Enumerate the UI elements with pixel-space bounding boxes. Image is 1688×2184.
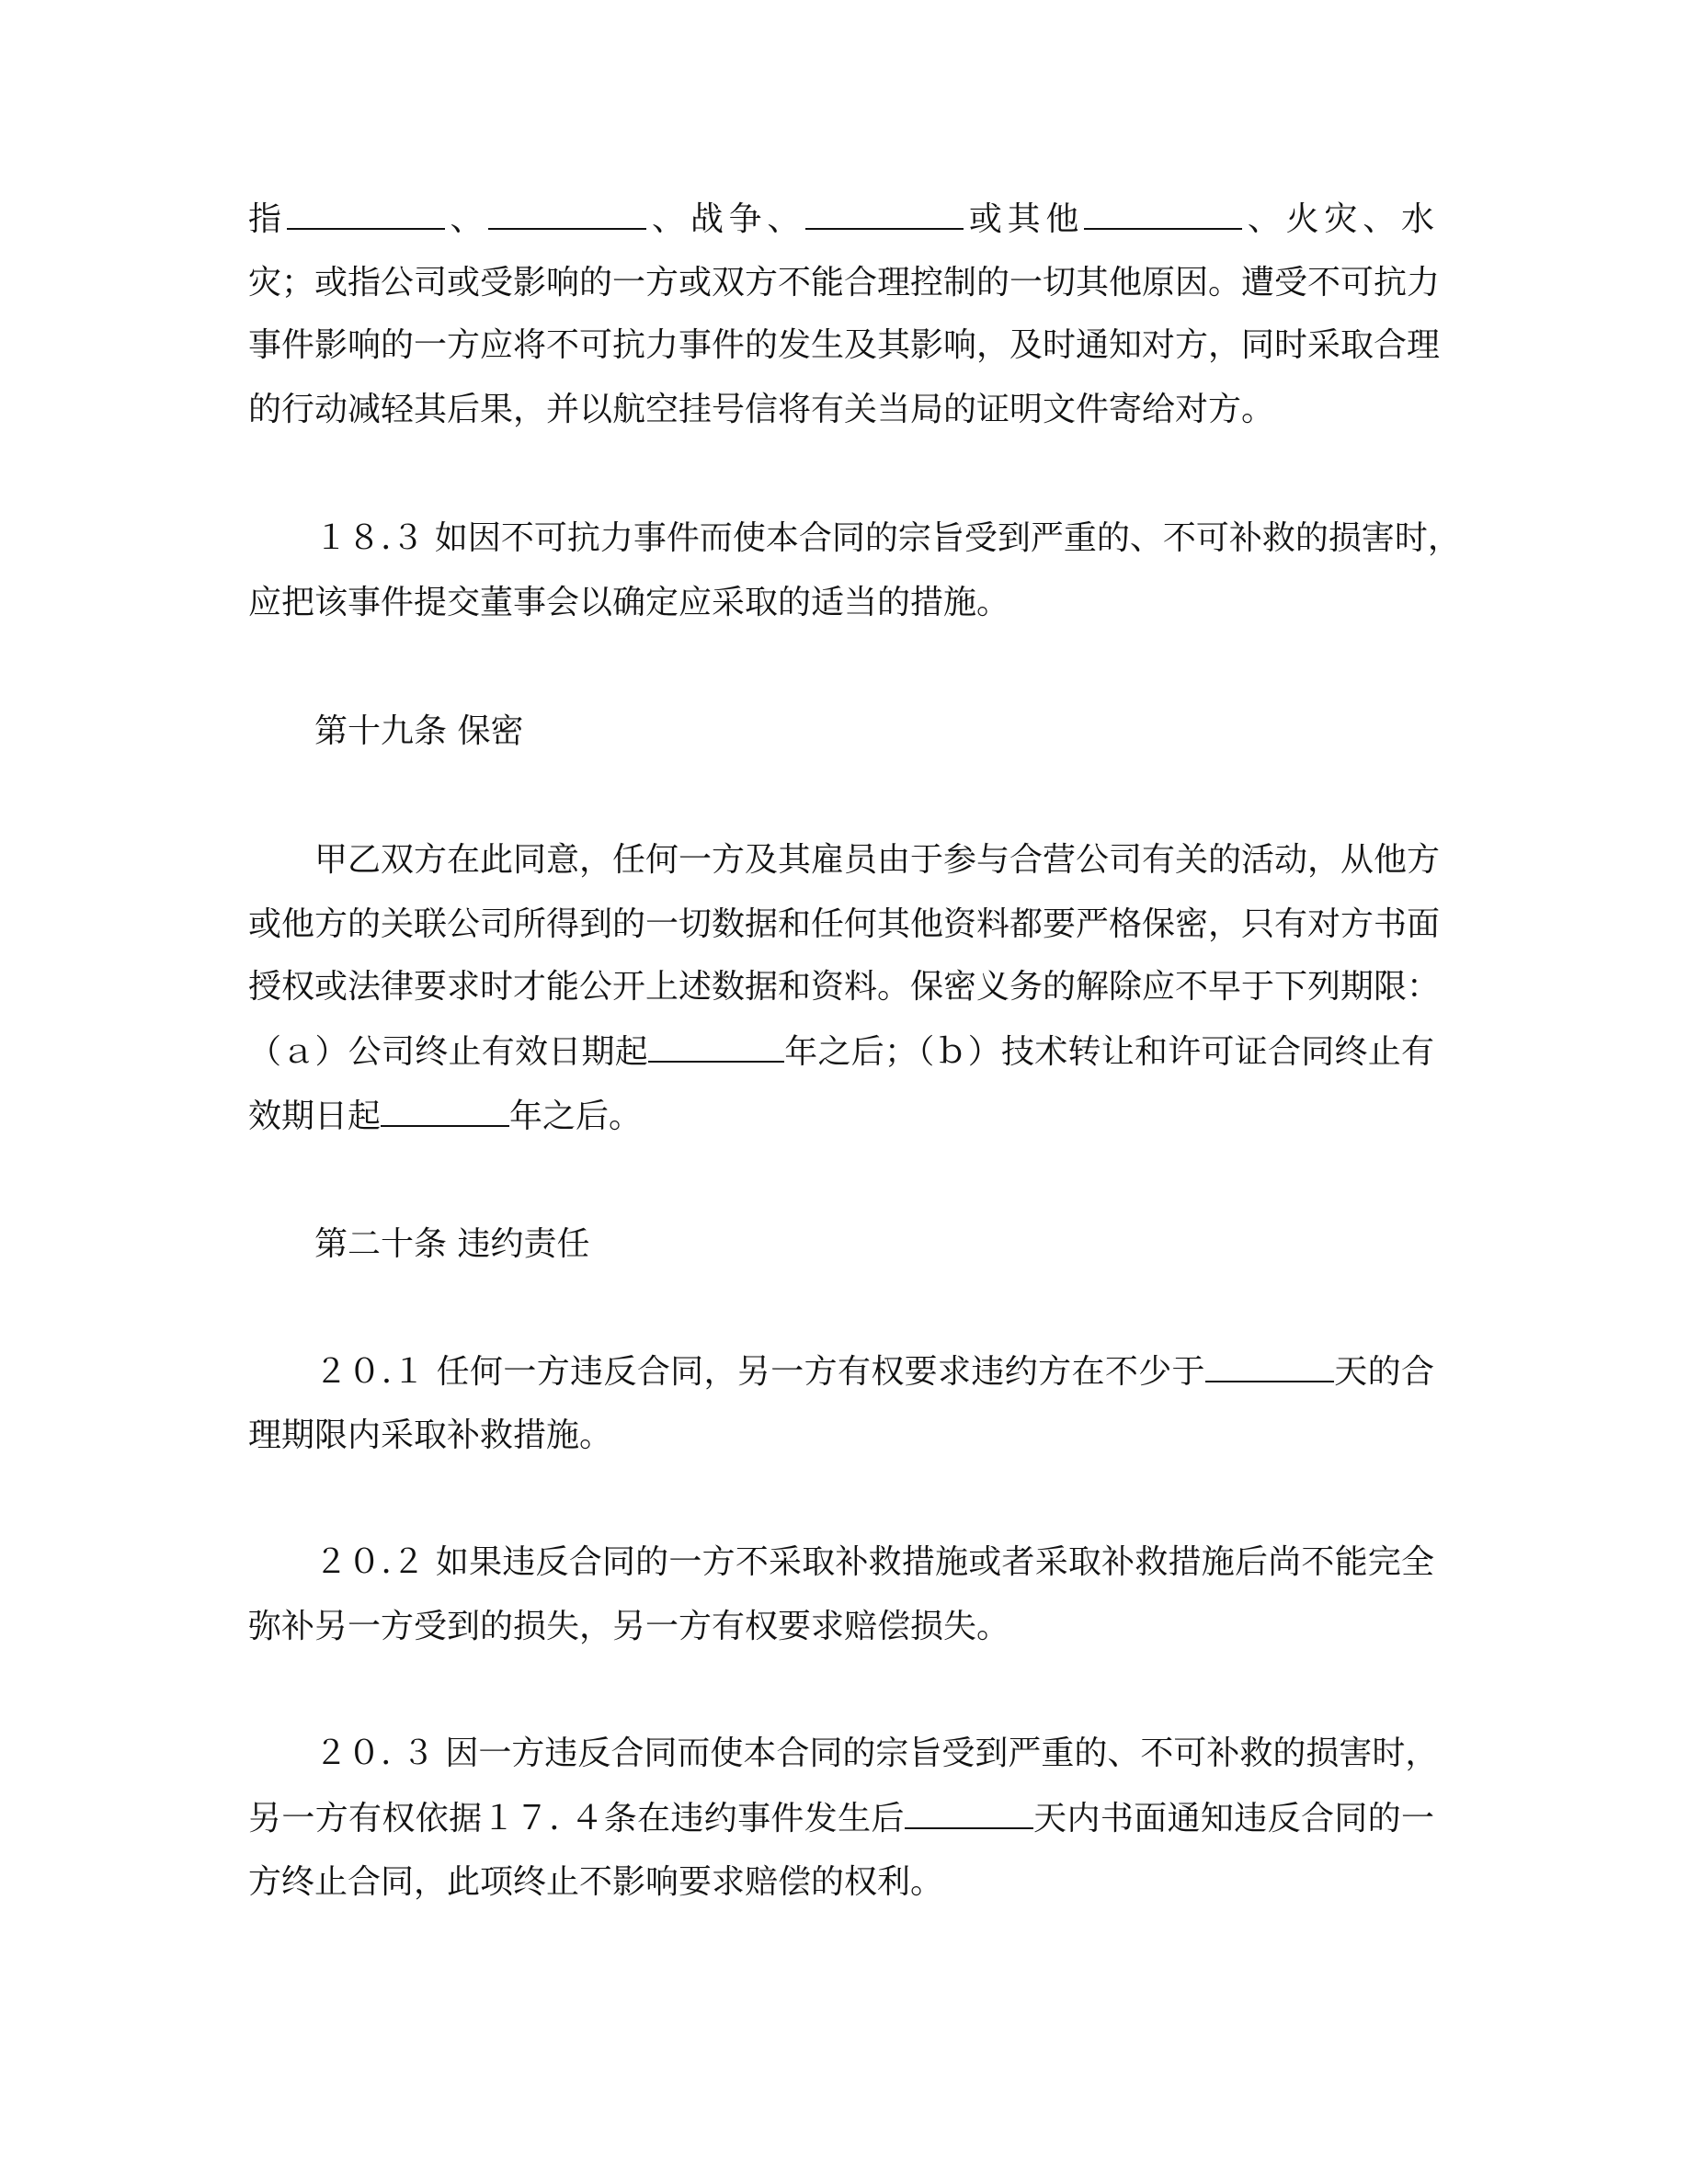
fill-blank [287, 197, 445, 230]
force-majeure-line-3: 事件影响的一方应将不可抗力事件的发生及其影响，及时通知对方，同时采取合理 [248, 326, 1441, 364]
text-segment: 天的合 [1333, 1353, 1434, 1391]
article-19-line-1: 甲乙双方在此同意，任何一方及其雇员由于参与合营公司有关的活动，从他方 [314, 841, 1441, 879]
article-19-heading: 第十九条 保密 [314, 712, 524, 750]
text-segment: 天内书面通知违反合同的一 [1032, 1800, 1434, 1837]
clause-18-3-line-1: １８.３ 如因不可抗力事件而使本合同的宗旨受到严重的、不可补救的损害时， [314, 519, 1461, 557]
clause-20-2-line-1: ２０.２ 如果违反合同的一方不采取补救措施或者采取补救措施后尚不能完全 [314, 1543, 1434, 1581]
clause-20-1-line-1 [314, 1349, 1434, 1393]
fill-blank [381, 1094, 509, 1127]
fill-blank [1084, 197, 1242, 230]
fill-blank [905, 1796, 1033, 1829]
article-19-line-4 [248, 1029, 1434, 1074]
clause-20-3-line-1: ２０. ３ 因一方违反合同而使本合同的宗旨受到严重的、不可补救的损害时， [314, 1735, 1439, 1772]
article-19-line-5 [248, 1094, 642, 1138]
clause-20-3-line-3: 方终止合同，此项终止不影响要求赔偿的权利。 [248, 1863, 944, 1901]
text-segment: 年之后。 [509, 1098, 643, 1135]
article-19-line-2: 或他方的关联公司所得到的一切数据和任何其他资料都要严格保密，只有对方书面 [248, 905, 1441, 943]
force-majeure-line-4: 的行动减轻其后果，并以航空挂号信将有关当局的证明文件寄给对方。 [248, 391, 1275, 428]
fill-blank [648, 1029, 784, 1063]
article-20-heading: 第二十条 违约责任 [314, 1225, 590, 1263]
force-majeure-line-1 [248, 197, 1434, 241]
text-segment: 指 [248, 200, 287, 238]
text-segment: 另一方有权依据１７. ４条在违约事件发生后 [248, 1800, 905, 1837]
text-segment: 或其他 [964, 200, 1085, 238]
fill-blank [805, 197, 964, 230]
text-segment: ２０.１ 任何一方违反合同，另一方有权要求违约方在不少于 [314, 1353, 1205, 1391]
text-segment: 、战争、 [646, 200, 806, 238]
text-segment: 、 [444, 200, 489, 238]
text-segment: 、火灾、水 [1242, 200, 1434, 238]
clause-20-3-line-2 [248, 1796, 1434, 1840]
force-majeure-line-2: 灾；或指公司或受影响的一方或双方不能合理控制的一切其他原因。遭受不可抗力 [248, 264, 1441, 301]
fill-blank [1205, 1349, 1334, 1382]
text-segment: （ａ）公司终止有效日期起 [248, 1033, 648, 1071]
clause-20-2-line-2: 弥补另一方受到的损失，另一方有权要求赔偿损失。 [248, 1608, 1010, 1645]
text-segment: 年之后；（ｂ）技术转让和许可证合同终止有 [784, 1033, 1434, 1071]
clause-18-3-line-2: 应把该事件提交董事会以确定应采取的适当的措施。 [248, 584, 1010, 621]
article-19-line-3: 授权或法律要求时才能公开上述数据和资料。保密义务的解除应不早于下列期限： [248, 968, 1441, 1006]
clause-20-1-line-2: 理期限内采取补救措施。 [248, 1416, 613, 1454]
text-segment: 效期日起 [248, 1098, 382, 1135]
fill-blank [488, 197, 646, 230]
